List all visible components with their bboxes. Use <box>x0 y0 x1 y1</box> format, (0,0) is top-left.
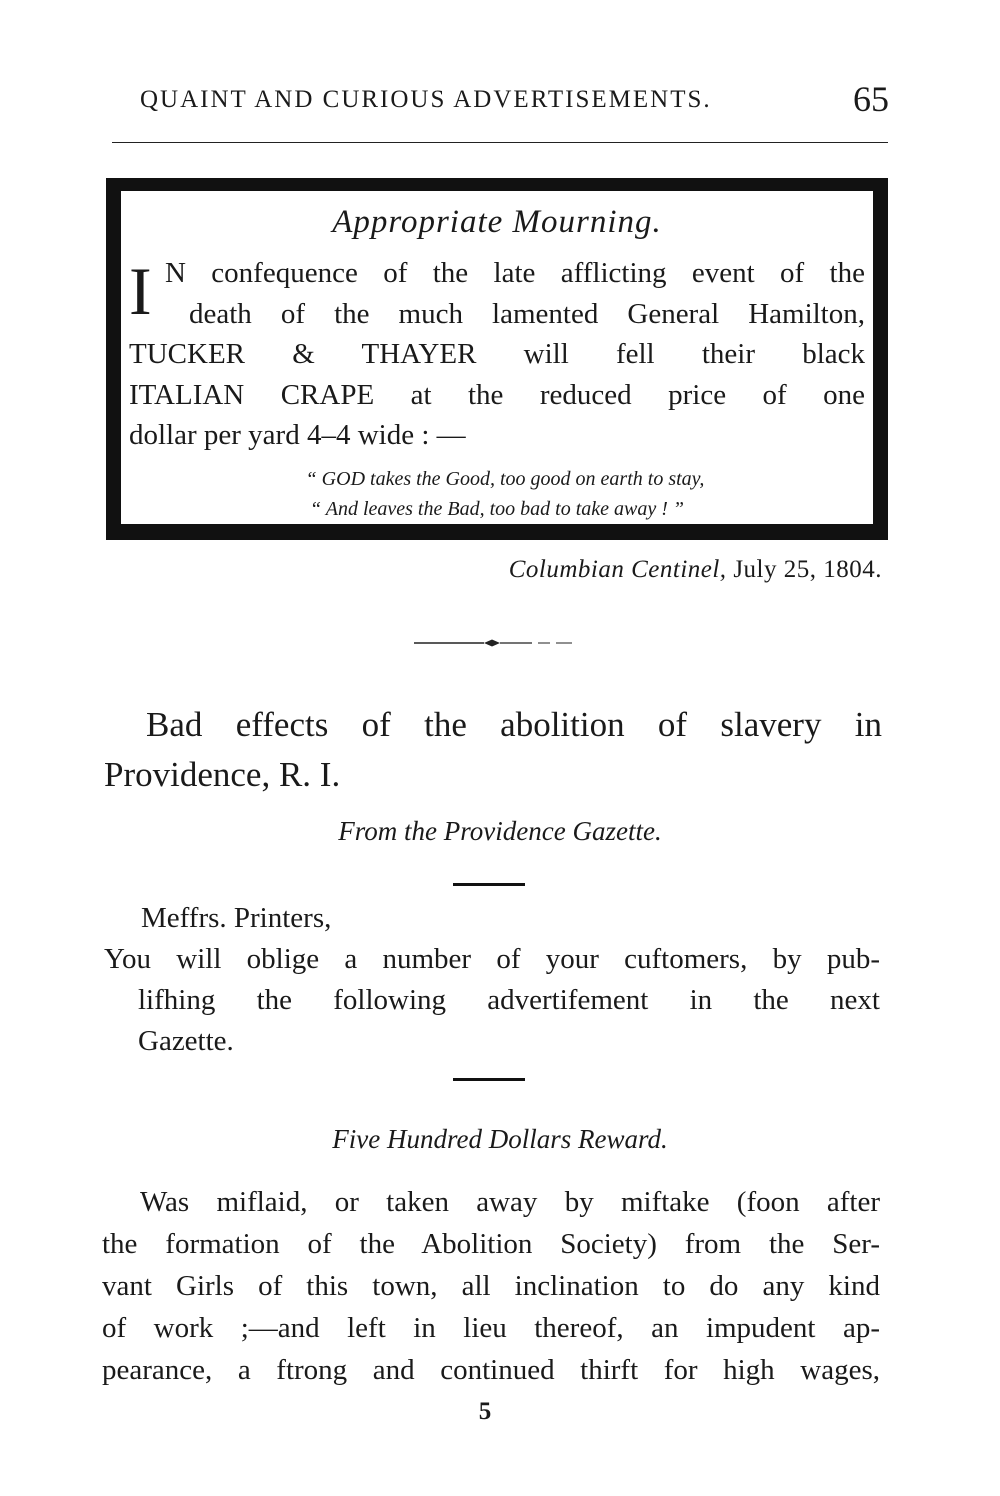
letter-line: Gazette. <box>138 1025 234 1057</box>
from-line: From the Providence Gazette. <box>338 816 662 846</box>
advertisement-verse <box>121 464 873 524</box>
publication-date: July 25, 1804. <box>733 556 882 583</box>
section-ornament <box>414 638 574 648</box>
letter-line: You will oblige a number of your cuftomers, by pub- <box>104 943 880 975</box>
short-rule <box>453 1078 525 1081</box>
header-rule <box>112 142 888 143</box>
letter-block <box>104 898 880 1062</box>
letter-line: lifhing the following advertifement in the next <box>138 984 880 1016</box>
article-heading <box>104 700 882 800</box>
advertisement-body <box>129 253 865 456</box>
reward-paragraph <box>102 1181 880 1391</box>
verse-line: “ GOD takes the Good, too good on earth to stay, <box>305 468 705 490</box>
verse-line: “ And leaves the Bad, too bad to take away ! ” <box>309 498 685 520</box>
article-heading-line: Providence, R. I. <box>104 755 341 794</box>
reward-heading: Five Hundred Dollars Reward. <box>332 1124 668 1154</box>
running-head <box>140 78 895 118</box>
advertisement-line: N confequence of the late afflicting event of the <box>165 257 865 289</box>
reward-line: Was miflaid, or taken away by miftake (foon after <box>140 1186 880 1218</box>
reward-line: of work ;—and left in lieu thereof, an impudent ap- <box>102 1312 880 1344</box>
reward-line: the formation of the Abolition Society) from the Ser- <box>102 1228 880 1260</box>
article-heading-line: Bad effects of the abolition of slavery in <box>146 705 882 744</box>
publication-name: Columbian Centinel, <box>508 556 727 583</box>
source-citation <box>509 556 882 584</box>
salutation: Meffrs. Printers, <box>141 902 332 934</box>
advertisement-line: ITALIAN CRAPE at the reduced price of one <box>129 378 865 411</box>
advertisement-line: death of the much lamented General Hamilton, <box>189 297 865 330</box>
reward-line: pearance, a ftrong and continued thirft for high wages, <box>102 1354 880 1386</box>
drop-cap: I <box>129 253 152 329</box>
mourning-advertisement-box <box>106 178 888 540</box>
running-title: QUAINT AND CURIOUS ADVERTISEMENTS. <box>140 86 712 113</box>
reward-line: vant Girls of this town, all inclination to do any kind <box>102 1270 880 1302</box>
advertisement-title: Appropriate Mourning. <box>332 204 662 240</box>
signature-mark: 5 <box>478 1398 492 1425</box>
advertisement-line: TUCKER & THAYER will fell their black <box>129 338 865 370</box>
page-number: 65 <box>853 79 889 119</box>
short-rule <box>453 883 525 886</box>
advertisement-line: dollar per yard 4–4 wide : — <box>129 419 466 451</box>
